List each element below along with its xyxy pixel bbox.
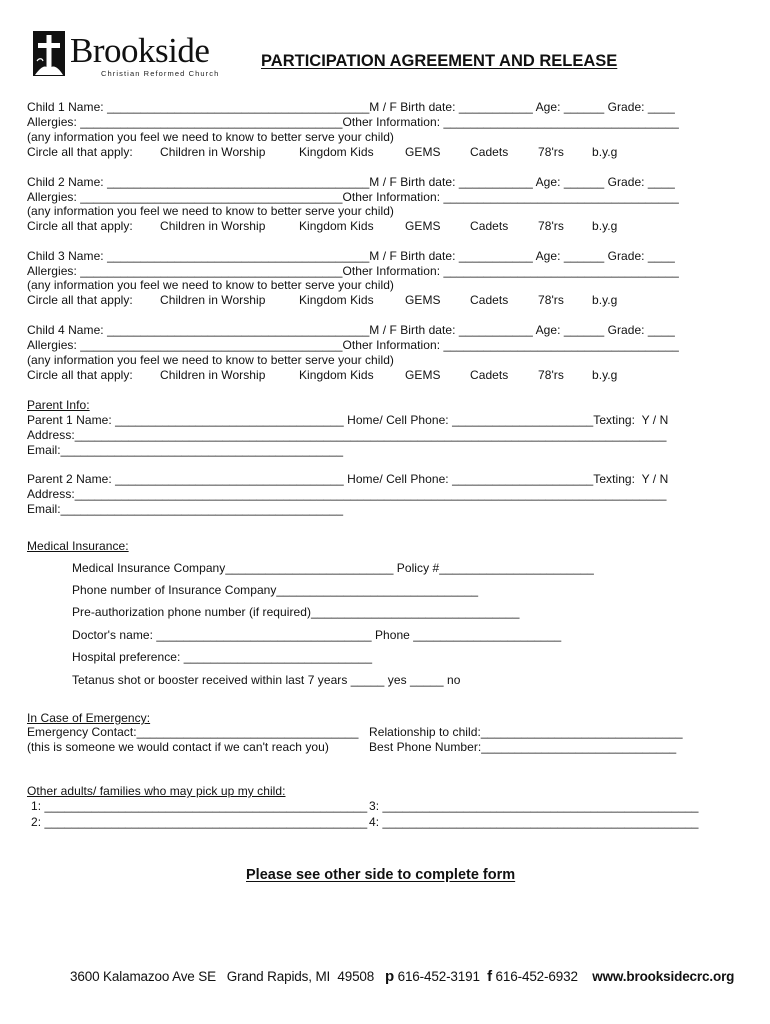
child-3-option-cadets[interactable]: Cadets	[470, 293, 509, 307]
parent-1-email-line[interactable]: Email:__________________________________________	[27, 443, 344, 457]
parent-2-name-line[interactable]: Parent 2 Name: __________________________________ Home/ Cell Phone: _____________________Texting: Y / N	[27, 472, 669, 486]
footer-phone-label: p	[384, 968, 394, 985]
child-4-option-cadets[interactable]: Cadets	[470, 368, 509, 382]
emergency-heading: In Case of Emergency:	[27, 711, 151, 725]
child-4-option-children-in-worship[interactable]: Children in Worship	[160, 368, 266, 382]
child-1-info-note: (any information you feel we need to know to better serve your child)	[27, 130, 394, 144]
child-2-info-note: (any information you feel we need to know to better serve your child)	[27, 204, 394, 218]
child-4-allergies-line[interactable]: Allergies: _______________________________________Other Information: ___________________________________	[27, 338, 679, 352]
child-1-allergies-line[interactable]: Allergies: _______________________________________Other Information: ___________________________________	[27, 115, 679, 129]
child-4-option-gems[interactable]: GEMS	[405, 368, 441, 382]
child-4-info-note: (any information you feel we need to know to better serve your child)	[27, 353, 394, 367]
pickup-line-2[interactable]: 2: ________________________________________________	[31, 815, 368, 829]
logo-subtitle: Christian Reformed Church	[101, 69, 220, 78]
child-3-option-children-in-worship[interactable]: Children in Worship	[160, 293, 266, 307]
child-1-option-cadets[interactable]: Cadets	[470, 145, 509, 159]
parent-1-name-line[interactable]: Parent 1 Name: __________________________________ Home/ Cell Phone: _____________________Texting: Y / N	[27, 413, 669, 427]
child-1-option-kingdom-kids[interactable]: Kingdom Kids	[299, 145, 374, 159]
child-1-circle-label: Circle all that apply:	[27, 145, 133, 159]
child-3-option-gems[interactable]: GEMS	[405, 293, 441, 307]
child-3-allergies-line[interactable]: Allergies: _______________________________________Other Information: ___________________________________	[27, 264, 679, 278]
page-title: PARTICIPATION AGREEMENT AND RELEASE	[261, 52, 618, 70]
insurance-company-line[interactable]: Medical Insurance Company_________________________ Policy #_______________________	[72, 561, 594, 575]
footer-address: 3600 Kalamazoo Ave SE Grand Rapids, MI 49508	[70, 969, 375, 984]
tetanus-line[interactable]: Tetanus shot or booster received within last 7 years _____ yes _____ no	[72, 673, 461, 687]
child-3-option-kingdom-kids[interactable]: Kingdom Kids	[299, 293, 374, 307]
medical-insurance-heading: Medical Insurance:	[27, 539, 129, 553]
see-other-side-notice: Please see other side to complete form	[246, 867, 516, 883]
child-3-name-line[interactable]: Child 3 Name: _______________________________________M / F Birth date: ___________ Age: ______ Grade: ____	[27, 249, 675, 263]
relationship-line[interactable]: Relationship to child:______________________________	[369, 725, 683, 739]
parent-2-address-line[interactable]: Address:________________________________________________________________________________________	[27, 487, 667, 501]
footer-fax-label: f	[487, 968, 492, 985]
child-4-option-kingdom-kids[interactable]: Kingdom Kids	[299, 368, 374, 382]
child-1-name-line[interactable]: Child 1 Name: _______________________________________M / F Birth date: ___________ Age: ______ Grade: ____	[27, 100, 675, 114]
emergency-contact-line[interactable]: Emergency Contact:_________________________________	[27, 725, 359, 739]
parent-info-heading: Parent Info:	[27, 398, 90, 412]
child-1-option-children-in-worship[interactable]: Children in Worship	[160, 145, 266, 159]
pickup-heading: Other adults/ families who may pick up my child:	[27, 784, 286, 798]
child-3-info-note: (any information you feel we need to know to better serve your child)	[27, 278, 394, 292]
parent-1-address-line[interactable]: Address:________________________________________________________________________________________	[27, 428, 667, 442]
logo-wordmark: Brookside	[70, 31, 210, 70]
child-2-circle-label: Circle all that apply:	[27, 219, 133, 233]
child-1-option-gems[interactable]: GEMS	[405, 145, 441, 159]
child-4-circle-label: Circle all that apply:	[27, 368, 133, 382]
insurance-phone-line[interactable]: Phone number of Insurance Company______________________________	[72, 583, 479, 597]
pickup-line-4[interactable]: 4: _______________________________________________	[369, 815, 699, 829]
doctor-name-line[interactable]: Doctor's name: ________________________________ Phone ______________________	[72, 628, 562, 642]
child-3-option-78rs[interactable]: 78'rs	[538, 293, 564, 307]
child-3-circle-label: Circle all that apply:	[27, 293, 133, 307]
church-logo-icon	[33, 31, 65, 76]
child-2-option-cadets[interactable]: Cadets	[470, 219, 509, 233]
child-2-allergies-line[interactable]: Allergies: _______________________________________Other Information: ___________________________________	[27, 190, 679, 204]
footer-contact	[70, 969, 734, 985]
child-4-name-line[interactable]: Child 4 Name: _______________________________________M / F Birth date: ___________ Age: ______ Grade: ____	[27, 323, 675, 337]
child-1-option-byg[interactable]: b.y.g	[592, 145, 618, 159]
child-2-name-line[interactable]: Child 2 Name: _______________________________________M / F Birth date: ___________ Age: ______ Grade: ____	[27, 175, 675, 189]
pickup-line-3[interactable]: 3: _______________________________________________	[369, 799, 699, 813]
child-2-option-byg[interactable]: b.y.g	[592, 219, 618, 233]
footer-fax: 616-452-6932	[495, 969, 578, 984]
child-4-option-78rs[interactable]: 78'rs	[538, 368, 564, 382]
emergency-contact-note: (this is someone we would contact if we can't reach you)	[27, 740, 329, 754]
footer-website[interactable]: www.brooksidecrc.org	[592, 969, 735, 984]
child-2-option-children-in-worship[interactable]: Children in Worship	[160, 219, 266, 233]
child-2-option-gems[interactable]: GEMS	[405, 219, 441, 233]
child-2-option-kingdom-kids[interactable]: Kingdom Kids	[299, 219, 374, 233]
hospital-preference-line[interactable]: Hospital preference: ____________________________	[72, 650, 373, 664]
preauthorization-phone-line[interactable]: Pre-authorization phone number (if required)_______________________________	[72, 605, 520, 619]
child-3-option-byg[interactable]: b.y.g	[592, 293, 618, 307]
child-1-option-78rs[interactable]: 78'rs	[538, 145, 564, 159]
child-4-option-byg[interactable]: b.y.g	[592, 368, 618, 382]
pickup-line-1[interactable]: 1: ________________________________________________	[31, 799, 368, 813]
child-2-option-78rs[interactable]: 78'rs	[538, 219, 564, 233]
best-phone-line[interactable]: Best Phone Number:_____________________________	[369, 740, 677, 754]
footer-phone: 616-452-3191	[397, 969, 480, 984]
parent-2-email-line[interactable]: Email:__________________________________________	[27, 502, 344, 516]
